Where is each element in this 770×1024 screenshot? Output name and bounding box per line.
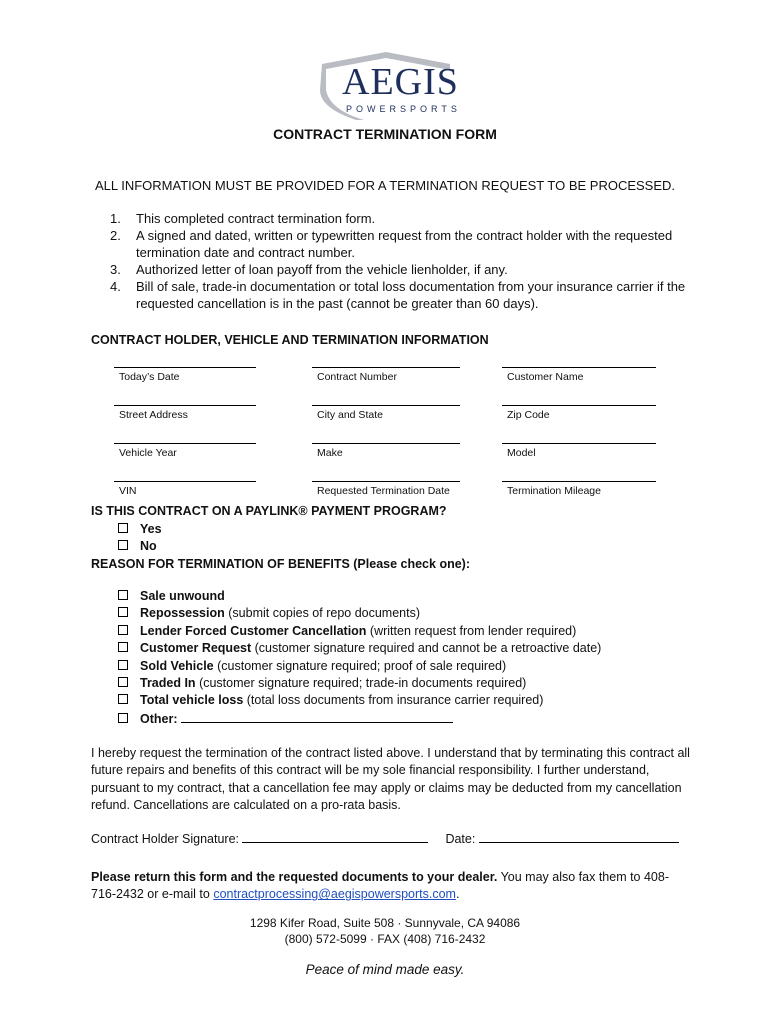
checkbox[interactable]	[118, 642, 128, 652]
date-input[interactable]	[479, 830, 679, 843]
other-reason-input[interactable]	[181, 710, 453, 723]
list-item: 4. Bill of sale, trade-in documentation or total loss documentation from your insurance carrier if the requested cancellation is in the past (cannot be greater than 60 days).	[110, 279, 686, 311]
paylink-question-block	[91, 503, 691, 573]
checkbox[interactable]	[118, 625, 128, 635]
return-instructions: Please return this form and the requested documents to your dealer. You may also fax them to 408-716-2432 or e-mail to contractprocessing@aegispowersports.com.	[91, 870, 669, 902]
reason-total-loss[interactable]: Total vehicle loss (total loss documents from insurance carrier required)	[118, 692, 678, 709]
aegis-logo	[316, 50, 466, 122]
reason-lender-forced[interactable]: Lender Forced Customer Cancellation (written request from lender required)	[118, 623, 678, 640]
form-title: CONTRACT TERMINATION FORM	[273, 126, 497, 142]
termination-date-field[interactable]: Requested Termination Date	[312, 481, 460, 497]
reason-other[interactable]: Other:	[118, 710, 678, 728]
checkbox[interactable]	[118, 607, 128, 617]
todays-date-field[interactable]: Today’s Date	[114, 367, 256, 383]
checkbox[interactable]	[118, 590, 128, 600]
logo-subtitle: POWERSPORTS	[346, 104, 461, 114]
checkbox[interactable]	[118, 540, 128, 550]
logo-wordmark: AEGIS	[342, 61, 459, 103]
signature-label: Contract Holder Signature:	[91, 832, 239, 846]
vin-field[interactable]: VIN	[114, 481, 256, 497]
model-field[interactable]: Model	[502, 443, 656, 459]
reason-sold-vehicle[interactable]: Sold Vehicle (customer signature required; proof of sale required)	[118, 658, 678, 675]
checkbox[interactable]	[118, 660, 128, 670]
signature-input[interactable]	[242, 830, 428, 843]
declaration-paragraph: I hereby request the termination of the contract listed above. I understand that by terminating this contract all future repairs and benefits of this contract will be my sole financial responsibility. I further understand, pursuant to my contract, that a cancellation fee may apply or claims may be deducted from my cancellation refund. Cancellations are calculated on a pro-rata basis.	[91, 746, 690, 813]
city-state-field[interactable]: City and State	[312, 405, 460, 421]
paylink-yes-option[interactable]: Yes	[91, 521, 691, 539]
termination-mileage-field[interactable]: Termination Mileage	[502, 481, 656, 497]
requirements-list	[110, 210, 690, 312]
checkbox[interactable]	[118, 523, 128, 533]
reason-heading: REASON FOR TERMINATION OF BENEFITS (Please check one):	[91, 556, 470, 571]
tagline: Peace of mind made easy.	[305, 962, 465, 977]
signature-row	[91, 830, 691, 846]
date-label: Date:	[445, 832, 476, 846]
zip-code-field[interactable]: Zip Code	[502, 405, 656, 421]
street-address-field[interactable]: Street Address	[114, 405, 256, 421]
checkbox[interactable]	[118, 713, 128, 723]
email-link[interactable]: contractprocessing@aegispowersports.com	[213, 887, 456, 902]
checkbox[interactable]	[118, 694, 128, 704]
reason-repossession[interactable]: Repossession (submit copies of repo documents)	[118, 605, 678, 622]
company-address: 1298 Kifer Road, Suite 508 · Sunnyvale, CA 94086 (800) 572-5099 · FAX (408) 716-2432	[249, 916, 521, 946]
make-field[interactable]: Make	[312, 443, 460, 459]
reason-sale-unwound[interactable]: Sale unwound	[118, 588, 678, 605]
contract-number-field[interactable]: Contract Number	[312, 367, 460, 383]
termination-reasons	[118, 588, 678, 728]
list-item: 2. A signed and dated, written or typewritten request from the contract holder with the requested termination date and contract number.	[110, 228, 673, 260]
list-item: 1. This completed contract termination form.	[110, 211, 376, 226]
list-item: 3. Authorized letter of loan payoff from the vehicle lienholder, if any.	[110, 262, 508, 277]
checkbox[interactable]	[118, 677, 128, 687]
vehicle-year-field[interactable]: Vehicle Year	[114, 443, 256, 459]
paylink-no-option[interactable]: No	[91, 538, 691, 556]
reason-traded-in[interactable]: Traded In (customer signature required; trade-in documents required)	[118, 675, 678, 692]
requirements-notice: ALL INFORMATION MUST BE PROVIDED FOR A TERMINATION REQUEST TO BE PROCESSED.	[94, 178, 676, 193]
paylink-question: IS THIS CONTRACT ON A PAYLINK® PAYMENT PROGRAM?	[91, 504, 447, 518]
customer-name-field[interactable]: Customer Name	[502, 367, 656, 383]
section-heading: CONTRACT HOLDER, VEHICLE AND TERMINATION INFORMATION	[91, 333, 489, 347]
reason-customer-request[interactable]: Customer Request (customer signature required and cannot be a retroactive date)	[118, 640, 678, 657]
